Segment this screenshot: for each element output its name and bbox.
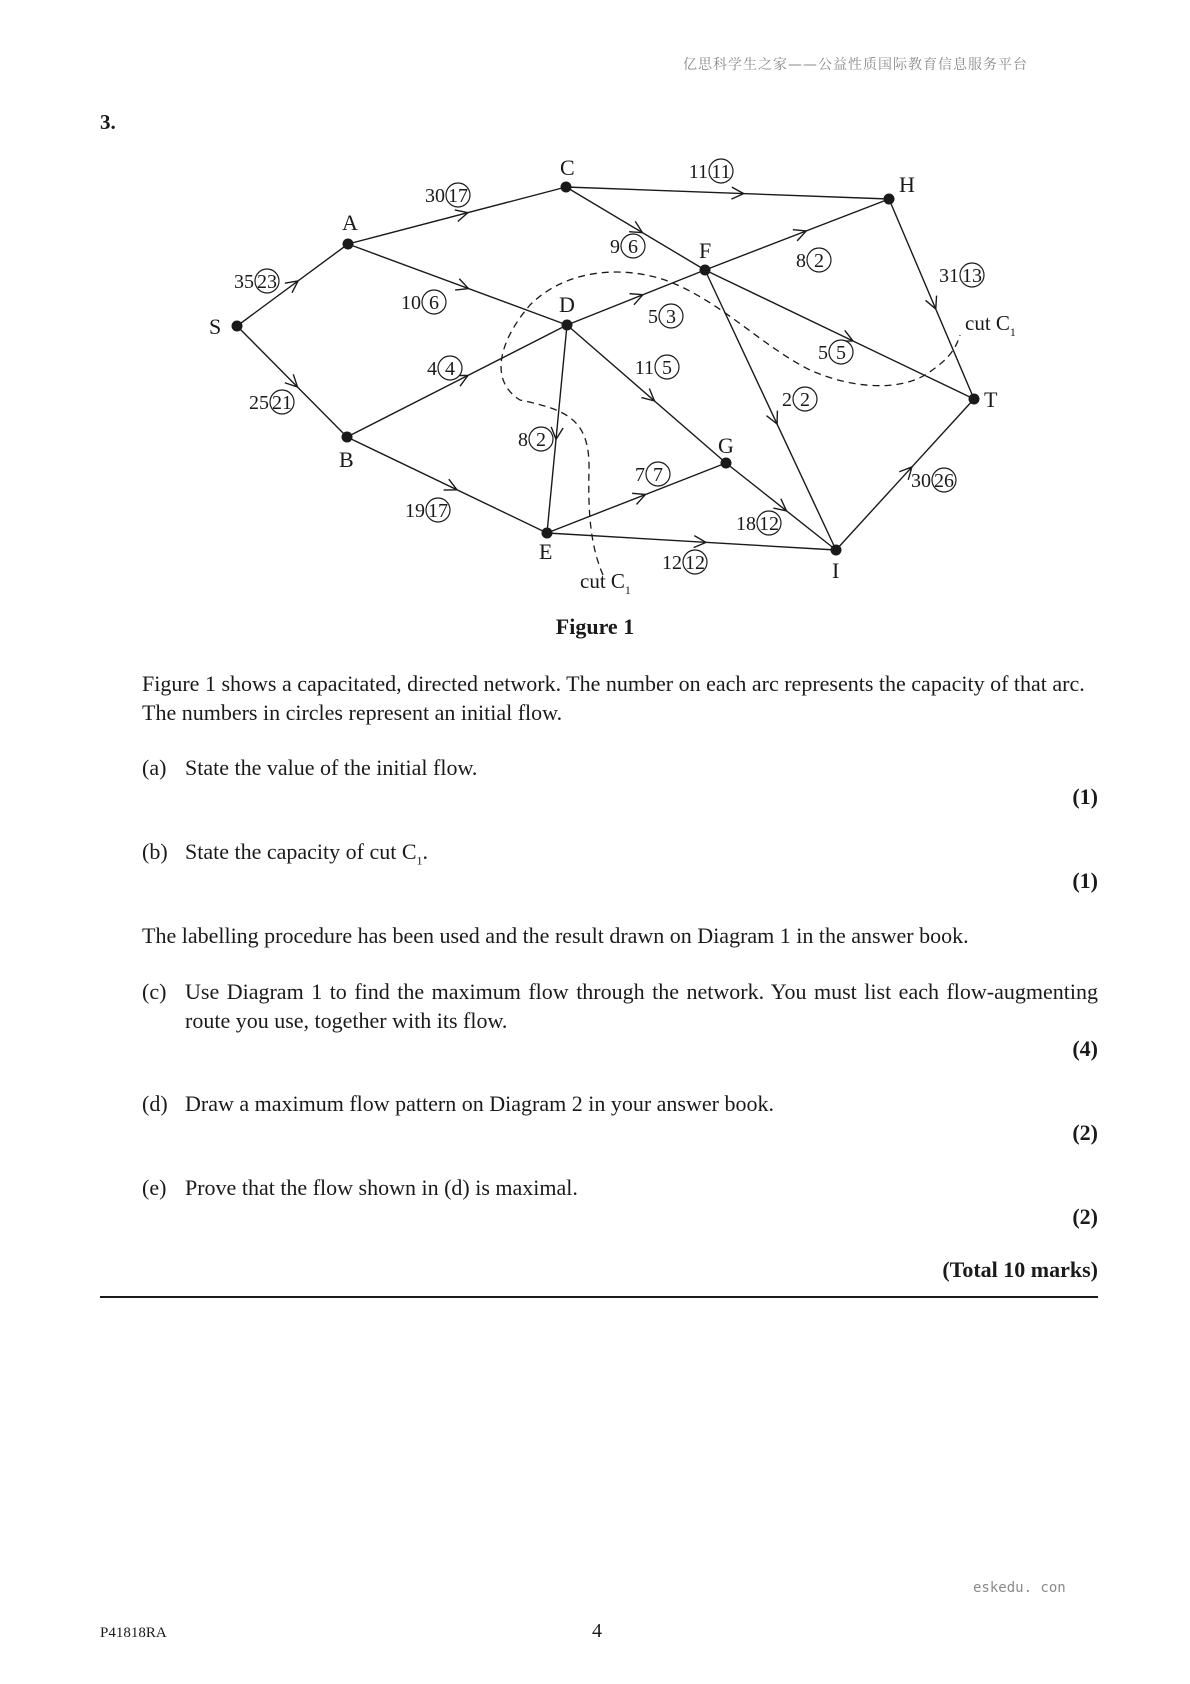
flow-label: 4 bbox=[445, 358, 455, 380]
node-label-g: G bbox=[718, 433, 734, 458]
part-d bbox=[142, 1089, 1098, 1118]
arc-label-f-t bbox=[818, 340, 853, 364]
part-a-text: State the value of the initial flow. bbox=[185, 755, 478, 780]
node-c bbox=[561, 182, 572, 193]
flow-label: 2 bbox=[814, 250, 824, 272]
nodes-layer bbox=[209, 155, 998, 583]
header-watermark: 亿思科学生之家——公益性质国际教育信息服务平台 bbox=[683, 57, 1028, 73]
node-label-b: B bbox=[339, 447, 354, 472]
arc-b-d bbox=[347, 325, 567, 437]
part-d-marks: (2) bbox=[1072, 1120, 1098, 1145]
flow-label: 6 bbox=[429, 292, 439, 314]
flow-label: 5 bbox=[836, 342, 846, 364]
capacity-label: 10 bbox=[401, 292, 421, 314]
node-label-e: E bbox=[539, 539, 553, 564]
node-label-c: C bbox=[560, 155, 575, 180]
part-d-label: (d) bbox=[142, 1091, 168, 1116]
arc-label-i-t bbox=[911, 468, 956, 492]
arc-label-e-i bbox=[662, 550, 707, 574]
arc-h-t bbox=[889, 199, 974, 399]
question-number: 3. bbox=[100, 110, 116, 134]
flow-label: 5 bbox=[662, 357, 672, 379]
flow-label: 6 bbox=[628, 236, 638, 258]
labelling-text: The labelling procedure has been used and the result drawn on Diagram 1 in the answer book. bbox=[142, 923, 969, 948]
node-label-t: T bbox=[984, 387, 998, 412]
arc-f-t bbox=[705, 270, 974, 399]
flow-label: 17 bbox=[448, 185, 468, 207]
part-b-subscript: 1 bbox=[416, 853, 423, 868]
arc-label-c-f bbox=[610, 234, 645, 258]
capacity-label: 9 bbox=[610, 236, 620, 258]
capacity-label: 8 bbox=[518, 429, 528, 451]
node-a bbox=[343, 239, 354, 250]
node-label-i: I bbox=[832, 558, 840, 583]
arc-label-s-a bbox=[234, 269, 279, 293]
part-b-text-wrap bbox=[185, 837, 1098, 875]
capacity-label: 12 bbox=[662, 552, 682, 574]
part-e-label: (e) bbox=[142, 1175, 167, 1200]
arc-s-b bbox=[237, 326, 347, 437]
capacity-label: 35 bbox=[234, 271, 254, 293]
node-label-f: F bbox=[699, 238, 712, 263]
node-d bbox=[562, 320, 573, 331]
capacity-label: 8 bbox=[796, 250, 806, 272]
part-b-text: State the capacity of cut C bbox=[185, 839, 417, 864]
arc-d-f bbox=[567, 270, 705, 325]
arc-label-f-i bbox=[782, 387, 817, 411]
flow-label: 13 bbox=[962, 265, 982, 287]
capacity-label: 11 bbox=[688, 161, 708, 183]
flow-label: 23 bbox=[257, 271, 277, 293]
part-c-marks: (4) bbox=[1072, 1036, 1098, 1061]
footer-site: eskedu. con bbox=[973, 1580, 1066, 1596]
flow-label: 26 bbox=[934, 470, 954, 492]
node-g bbox=[721, 458, 732, 469]
arc-label-f-h bbox=[796, 248, 831, 272]
footer-code: P41818RA bbox=[100, 1625, 167, 1641]
arc-label-s-b bbox=[249, 390, 294, 414]
node-e bbox=[542, 528, 553, 539]
arc-a-d bbox=[348, 244, 567, 325]
part-c-text: Use Diagram 1 to find the maximum flow through the network. You must list each flow-augmenting route you use, together with its flow. bbox=[185, 979, 1098, 1033]
part-c bbox=[142, 977, 1098, 1035]
part-b-label: (b) bbox=[142, 839, 168, 864]
part-a-marks: (1) bbox=[1072, 784, 1098, 809]
node-label-a: A bbox=[342, 210, 358, 235]
part-b-marks: (1) bbox=[1072, 868, 1098, 893]
capacity-label: 18 bbox=[736, 513, 756, 535]
part-e-marks: (2) bbox=[1072, 1204, 1098, 1229]
intro-text: Figure 1 shows a capacitated, directed network. The number on each arc represents the capacity of that arc. The numbers in circles represent an initial flow. bbox=[142, 671, 1085, 725]
flow-label: 3 bbox=[666, 306, 676, 328]
node-s bbox=[232, 321, 243, 332]
part-d-text: Draw a maximum flow pattern on Diagram 2 in your answer book. bbox=[185, 1091, 774, 1116]
arc-e-i bbox=[547, 533, 836, 550]
capacity-label: 19 bbox=[405, 500, 425, 522]
arc-label-e-g bbox=[635, 462, 670, 486]
arc-d-e bbox=[547, 325, 567, 533]
capacity-label: 5 bbox=[818, 342, 828, 364]
flow-label: 2 bbox=[536, 429, 546, 451]
arc-label-a-d bbox=[401, 290, 446, 314]
arc-f-i bbox=[705, 270, 836, 550]
part-a-label: (a) bbox=[142, 755, 167, 780]
node-label-d: D bbox=[559, 292, 575, 317]
node-label-h: H bbox=[899, 172, 915, 197]
node-label-s: S bbox=[209, 314, 222, 339]
capacity-label: 7 bbox=[635, 464, 645, 486]
arc-label-c-h bbox=[689, 159, 733, 183]
capacity-label: 4 bbox=[427, 358, 437, 380]
flow-label: 12 bbox=[759, 513, 779, 535]
page-number: 4 bbox=[592, 1620, 602, 1642]
node-h bbox=[884, 194, 895, 205]
arc-label-a-c bbox=[425, 183, 470, 207]
arc-label-b-d bbox=[427, 356, 462, 380]
part-e bbox=[142, 1173, 1098, 1202]
capacity-label: 31 bbox=[939, 265, 959, 287]
arc-label-d-e bbox=[518, 427, 553, 451]
part-b-suffix: . bbox=[422, 839, 429, 864]
total-marks: (Total 10 marks) bbox=[942, 1257, 1098, 1282]
section-divider bbox=[100, 1296, 1098, 1298]
cut-c1-line bbox=[501, 272, 960, 575]
part-e-text: Prove that the flow shown in (d) is maximal. bbox=[185, 1175, 578, 1200]
cut-label-bottom: cut $C_1$ bbox=[580, 569, 631, 597]
flow-label: 7 bbox=[653, 464, 663, 486]
cut-label-top: cut $C_1$ bbox=[965, 311, 1016, 339]
capacity-label: 30 bbox=[911, 470, 931, 492]
capacity-label: 5 bbox=[648, 306, 658, 328]
arc-label-d-f bbox=[648, 304, 683, 328]
node-t bbox=[969, 394, 980, 405]
part-a bbox=[142, 753, 1098, 782]
network-figure bbox=[0, 0, 1190, 620]
flow-label: 11 bbox=[711, 161, 731, 183]
figure-caption: Figure 1 bbox=[555, 614, 635, 639]
capacity-label: 30 bbox=[425, 185, 445, 207]
flow-label: 17 bbox=[428, 500, 448, 522]
arc-g-i bbox=[726, 463, 836, 550]
arc-label-b-e bbox=[405, 498, 450, 522]
arc-label-d-g bbox=[635, 355, 679, 379]
flow-label: 12 bbox=[685, 552, 705, 574]
part-b bbox=[142, 837, 1098, 875]
node-i bbox=[831, 545, 842, 556]
arc-label-g-i bbox=[736, 511, 781, 535]
arc-label-h-t bbox=[939, 263, 984, 287]
capacity-label: 25 bbox=[249, 392, 269, 414]
node-b bbox=[342, 432, 353, 443]
flow-label: 21 bbox=[272, 392, 292, 414]
arc-d-g bbox=[567, 325, 726, 463]
node-f bbox=[700, 265, 711, 276]
capacity-label: 11 bbox=[634, 357, 654, 379]
capacity-label: 2 bbox=[782, 389, 792, 411]
part-c-label: (c) bbox=[142, 979, 167, 1004]
flow-label: 2 bbox=[800, 389, 810, 411]
arc-c-h bbox=[566, 187, 889, 199]
